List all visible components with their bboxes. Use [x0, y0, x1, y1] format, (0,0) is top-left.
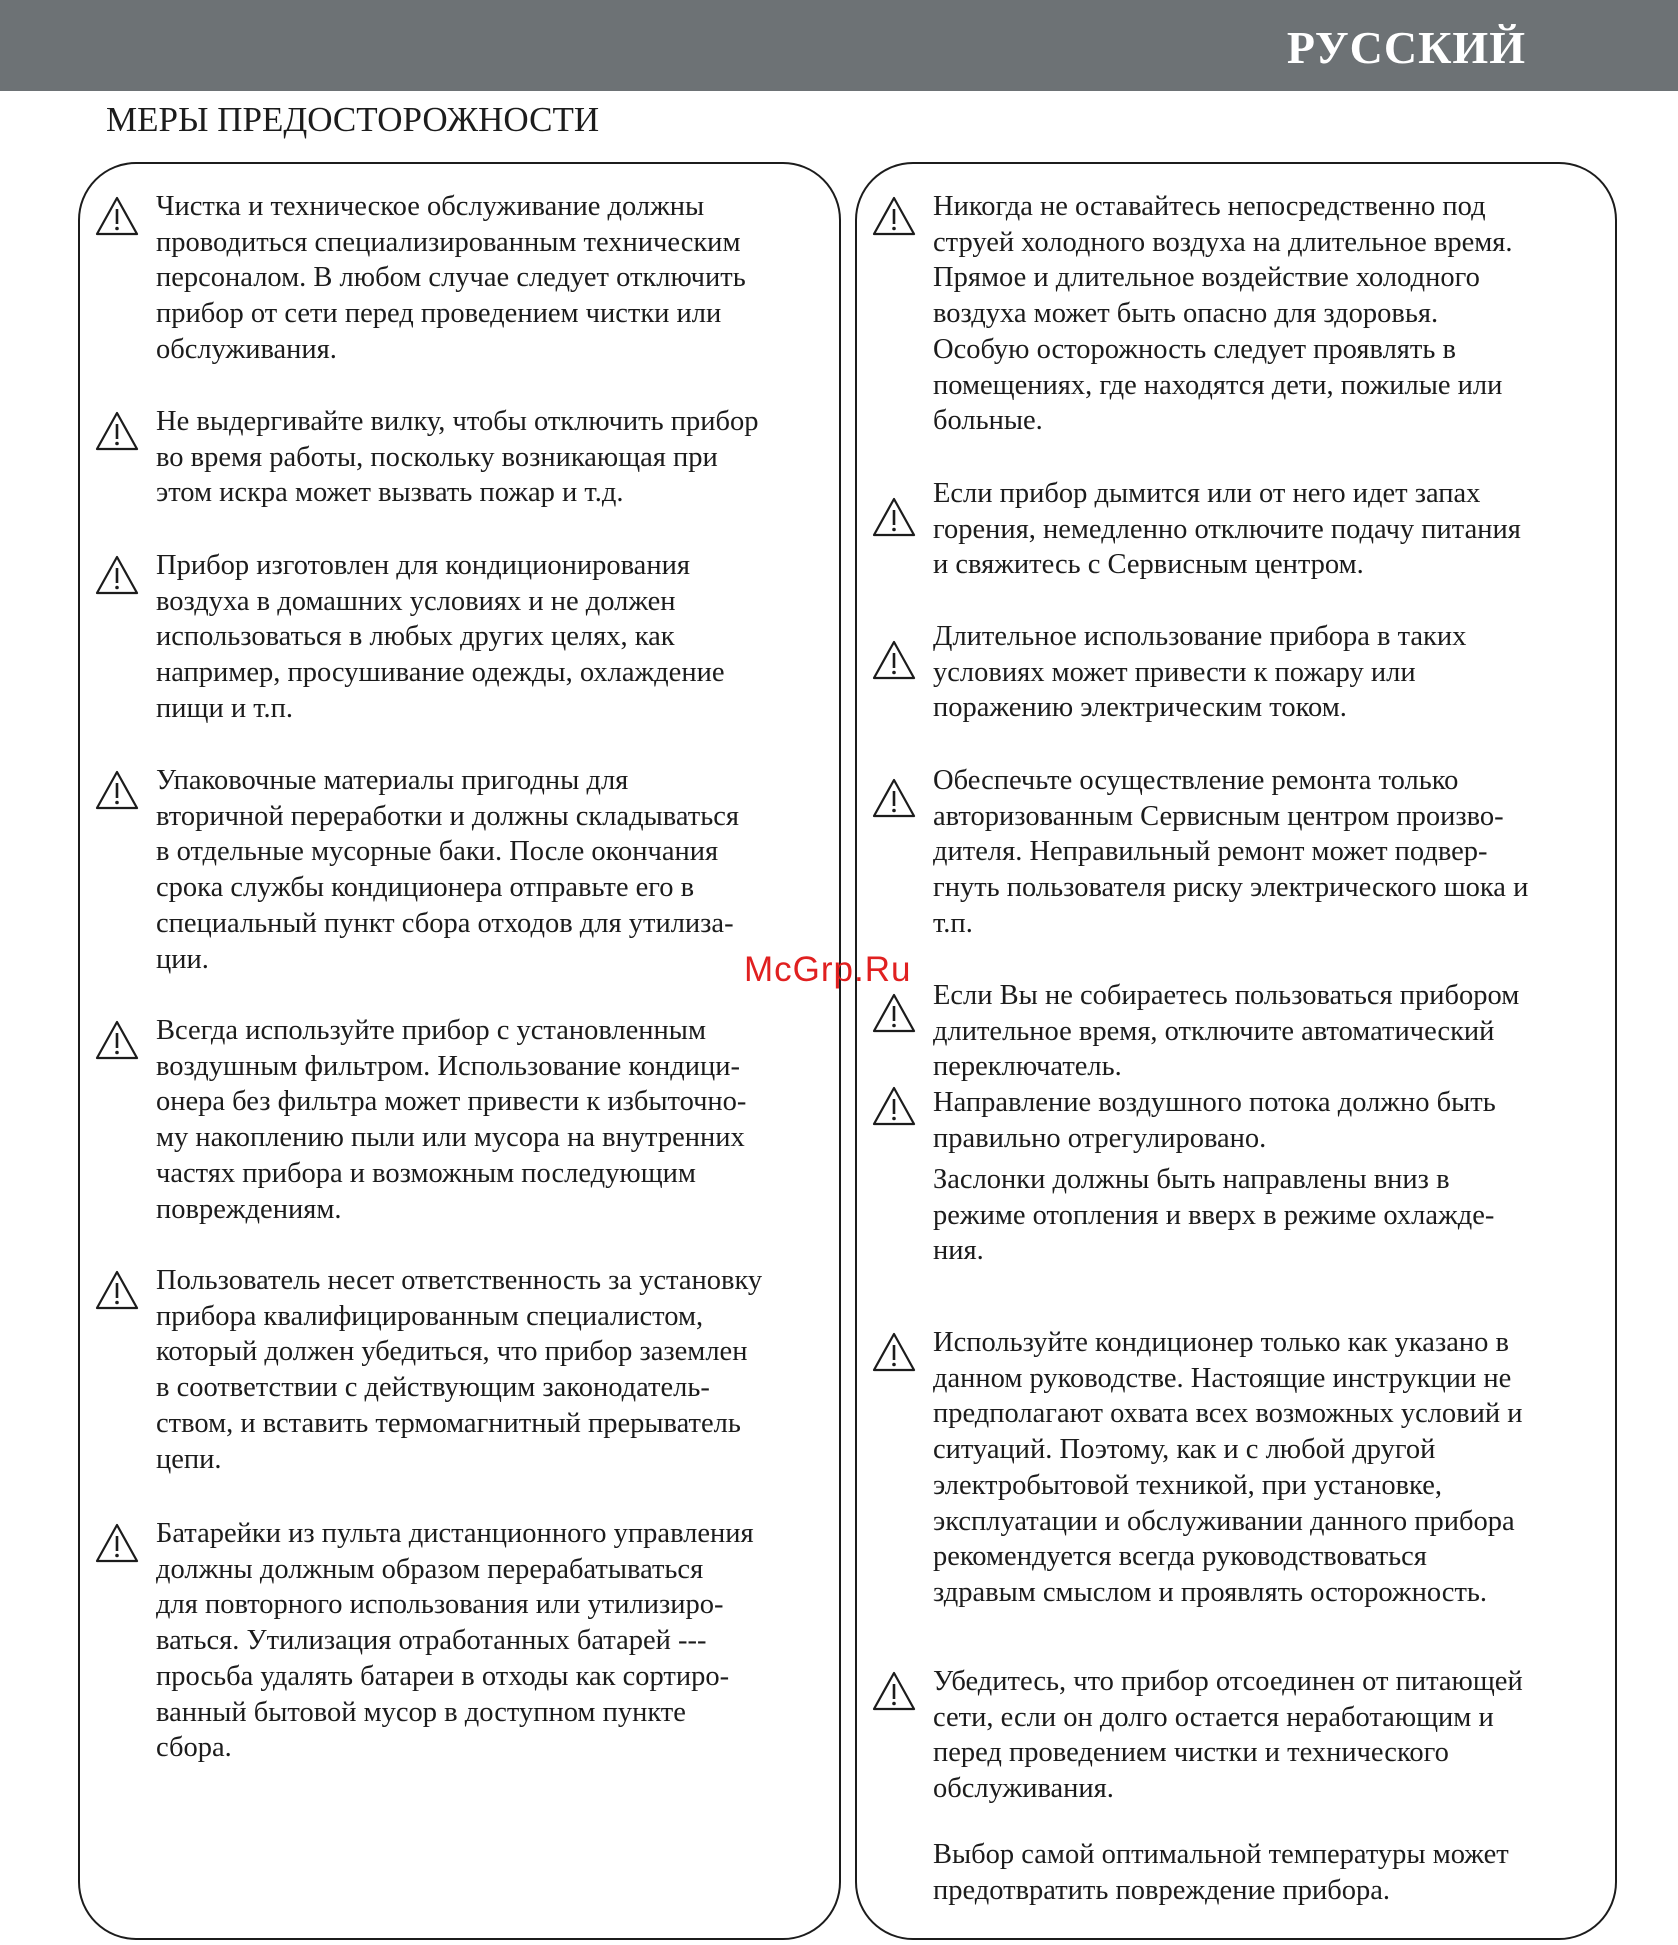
warning-triangle-icon [94, 1522, 140, 1564]
precaution-text: Чистка и техническое обслуживание должны проводиться специализированным техническим персоналом. В любом случае следует отключить прибор от сети перед проведением чистки или обслуживания. [156, 191, 746, 365]
precaution-text: Длительное использование прибора в таких условиях может привести к пожару или поражению электрическим током. [933, 621, 1467, 724]
warning-triangle-icon [871, 1670, 917, 1712]
warning-triangle-icon [871, 1085, 917, 1127]
precaution-text: Никогда не оставайтесь непосредственно под струей холодного воздуха на длительное время. Прямое и длительное воздействие холодного воздуха может быть опасно для здоровья. Особую осторожность следует проявлять в помещениях, где находятся дети, пожилые или больные. [933, 191, 1513, 437]
warning-triangle-icon [94, 1019, 140, 1061]
warning-triangle-icon [871, 777, 917, 819]
precaution-text: Пользователь несет ответственность за установку прибора квалифицированным специалистом, который должен убедиться, что прибор заземлен в соответствии с действующим законодатель- ством, и вставить термомагнитный прерыватель цепи. [156, 1265, 763, 1475]
warning-triangle-icon [94, 554, 140, 596]
right-precautions-panel [855, 162, 1617, 1940]
warning-triangle-icon [871, 195, 917, 237]
warning-triangle-icon [871, 1331, 917, 1373]
precaution-text: Прибор изготовлен для кондиционирования воздуха в домашних условиях и не должен использоваться в любых других целях, как например, просушивание одежды, охлаждение пищи и т.п. [156, 550, 725, 724]
warning-triangle-icon [871, 639, 917, 681]
watermark: McGrp.Ru [744, 950, 912, 989]
precaution-text: Выбор самой оптимальной температуры может предотвратить повреждение прибора. [933, 1839, 1509, 1906]
header-bar [0, 0, 1678, 91]
warning-triangle-icon [871, 992, 917, 1034]
warning-triangle-icon [94, 1269, 140, 1311]
precaution-text: Используйте кондиционер только как указано в данном руководстве. Настоящие инструкции не предполагают охвата всех возможных условий и ситуаций. Поэтому, как и с любой другой электробытовой техникой, при установке, эксплуатации и обслуживании данного прибора рекомендуется всегда руководствоваться здравым смыслом и проявлять осторожность. [933, 1327, 1523, 1608]
warning-triangle-icon [94, 769, 140, 811]
precaution-text: Всегда используйте прибор с установленным воздушным фильтром. Использование кондици- онера без фильтра может привести к избыточно- му накоплению пыли или мусора на внутренних частях прибора и возможным последующим повреждениям. [156, 1015, 747, 1225]
warning-triangle-icon [94, 195, 140, 237]
precaution-text: Если Вы не собираетесь пользоваться прибором длительное время, отключите автоматический переключатель. [933, 980, 1520, 1083]
warning-triangle-icon [871, 496, 917, 538]
page-title: МЕРЫ ПРЕДОСТОРОЖНОСТИ [106, 100, 600, 139]
precaution-text: Обеспечьте осуществление ремонта только авторизованным Сервисным центром произво- дителя. Неправильный ремонт может подвер- гнуть пользователя риску электрического шока и т.п. [933, 765, 1529, 939]
precaution-text: Батарейки из пульта дистанционного управления должны должным образом перерабатываться для повторного использования или утилизиро- ваться. Утилизация отработанных батарей --- просьба удалять батареи в отходы как сортиро- ванный бытовой мусор в доступном пункте сбора. [156, 1518, 754, 1764]
precaution-text: Не выдергивайте вилку, чтобы отключить прибор во время работы, поскольку возникающая при этом искра может вызвать пожар и т.д. [156, 406, 759, 509]
precaution-text: Упаковочные материалы пригодны для вторичной переработки и должны складываться в отдельные мусорные баки. После окончания срока службы кондиционера отправьте его в специальный пункт сбора отходов для утилиза- ции. [156, 765, 739, 975]
left-precautions-panel [78, 162, 841, 1940]
language-label: РУССКИЙ [1286, 22, 1526, 73]
warning-triangle-icon [94, 410, 140, 452]
precaution-text: Убедитесь, что прибор отсоединен от питающей сети, если он долго остается неработающим и перед проведением чистки и технического обслуживания. [933, 1666, 1523, 1805]
precaution-text: Направление воздушного потока должно быть правильно отрегулировано. [933, 1087, 1496, 1154]
precaution-text: Заслонки должны быть направлены вниз в режиме отопления и вверх в режиме охлажде- ния. [933, 1164, 1495, 1267]
precaution-text: Если прибор дымится или от него идет запах горения, немедленно отключите подачу питания и свяжитесь с Сервисным центром. [933, 478, 1521, 581]
